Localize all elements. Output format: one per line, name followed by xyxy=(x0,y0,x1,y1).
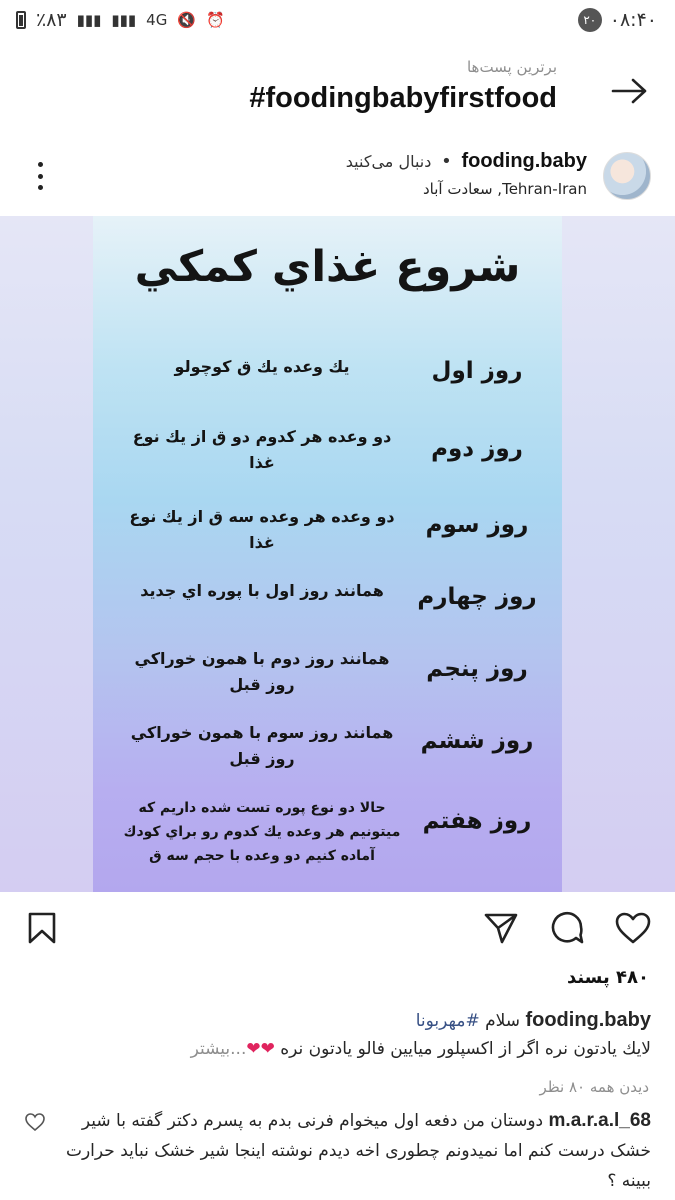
status-time: ۰۸:۴۰ xyxy=(609,9,657,31)
caption-line-2 xyxy=(21,1035,651,1063)
signal-icon: ▮▮▮ xyxy=(76,11,102,29)
bookmark-icon xyxy=(27,911,57,945)
caption xyxy=(21,1006,651,1063)
day-name: روز سوم xyxy=(425,512,529,538)
send-icon xyxy=(483,910,519,946)
like-button[interactable] xyxy=(613,908,653,948)
day-name: روز چهارم xyxy=(417,584,537,610)
more-vertical-icon-dot xyxy=(38,185,43,190)
day-desc: حالا دو نوع پوره تست شده داريم كه ميتونيم هر وعده يك كدوم رو براي كودك آماده كنيم دو وعده با حجم سه ق xyxy=(123,800,401,864)
day-desc: همانند روز سوم با همون خوراكي روز قبل xyxy=(130,723,394,768)
back-button[interactable] xyxy=(609,70,651,112)
more-options-button[interactable] xyxy=(26,158,54,194)
caption-username[interactable]: fooding.baby xyxy=(525,1009,651,1031)
notification-badge: ۲۰ xyxy=(578,8,602,32)
battery-icon xyxy=(16,11,26,29)
post-location[interactable]: Tehran-Iran, سعادت آباد xyxy=(423,180,587,198)
signal-icon-2: ▮▮▮ xyxy=(111,11,137,29)
likes-count[interactable]: ۴۸۰ پسند xyxy=(566,967,649,988)
status-right xyxy=(578,8,657,32)
page-header xyxy=(0,48,675,130)
page-title: #foodingbabyfirstfood xyxy=(249,82,557,114)
heart-emoji: ❤❤ xyxy=(246,1039,275,1059)
status-bar xyxy=(0,0,675,40)
comment-username[interactable]: m.a.r.a.l_68 xyxy=(548,1110,651,1131)
card-title: شروع غذاي كمكي xyxy=(134,242,521,292)
caption-hashtag[interactable]: #مهربونا xyxy=(415,1011,480,1031)
header-subtitle: برترین پست‌ها xyxy=(466,58,557,76)
following-label[interactable]: دنبال می‌کنید xyxy=(345,152,432,171)
caption-prefix: سلام xyxy=(479,1011,521,1031)
avatar[interactable] xyxy=(603,152,651,200)
day-name: روز اول xyxy=(431,358,523,384)
caption-line-1 xyxy=(21,1006,651,1035)
view-all-comments-link[interactable]: دیدن همه ۸۰ نظر xyxy=(539,1078,649,1096)
post-card xyxy=(93,216,562,892)
status-left xyxy=(16,9,225,31)
arrow-right-icon xyxy=(610,77,650,105)
day-desc: دو وعده هر وعده سه ق از يك نوع غذا xyxy=(129,507,395,552)
caption-text: لايك يادتون نره اگر از اكسپلور ميايين فالو يادتون نره xyxy=(274,1039,651,1059)
day-desc: دو وعده هر كدوم دو ق از يك نوع غذا xyxy=(132,427,392,472)
day-desc: همانند روز اول با پوره اي جديد xyxy=(140,581,384,600)
post-image[interactable] xyxy=(0,216,675,892)
network-icon: 4G xyxy=(146,11,168,29)
post-actions xyxy=(0,904,675,954)
day-name: روز پنجم xyxy=(426,656,528,682)
heart-icon xyxy=(24,1112,46,1132)
day-desc: همانند روز دوم با همون خوراكي روز قبل xyxy=(134,649,390,694)
caption-more-link[interactable]: ...بیشتر xyxy=(190,1039,247,1059)
comment-button[interactable] xyxy=(547,908,587,948)
post-username[interactable]: fooding.baby xyxy=(461,150,587,172)
share-button[interactable] xyxy=(481,908,521,948)
heart-icon xyxy=(614,911,652,945)
day-name: روز هفتم xyxy=(422,808,532,834)
more-vertical-icon xyxy=(38,162,43,167)
post-user-line xyxy=(346,150,587,173)
post-header xyxy=(0,140,675,212)
day-name: روز دوم xyxy=(431,436,523,462)
comment-bubble-icon xyxy=(549,910,585,946)
comment-text: دوستان من دفعه اول میخوام فرنی بدم به پسرم دکتر گفته با شیر خشک درست کنم اما نمیدونم چطوری اخه دیدم نوشته اینجا شیر خشک نباید حرارت ببینه ؟ xyxy=(65,1111,651,1191)
mute-icon: 🔇 xyxy=(177,11,197,29)
comment xyxy=(61,1106,651,1196)
more-vertical-icon-dot xyxy=(38,174,43,179)
day-desc: يك وعده يك ق كوچولو xyxy=(174,357,350,376)
comment-like-button[interactable] xyxy=(24,1112,46,1134)
save-button[interactable] xyxy=(22,908,62,948)
dot-separator: • xyxy=(441,151,452,172)
alarm-icon: ⏰ xyxy=(206,11,225,29)
battery-level: ٪۸۳ xyxy=(36,9,67,31)
day-name: روز ششم xyxy=(420,728,534,754)
